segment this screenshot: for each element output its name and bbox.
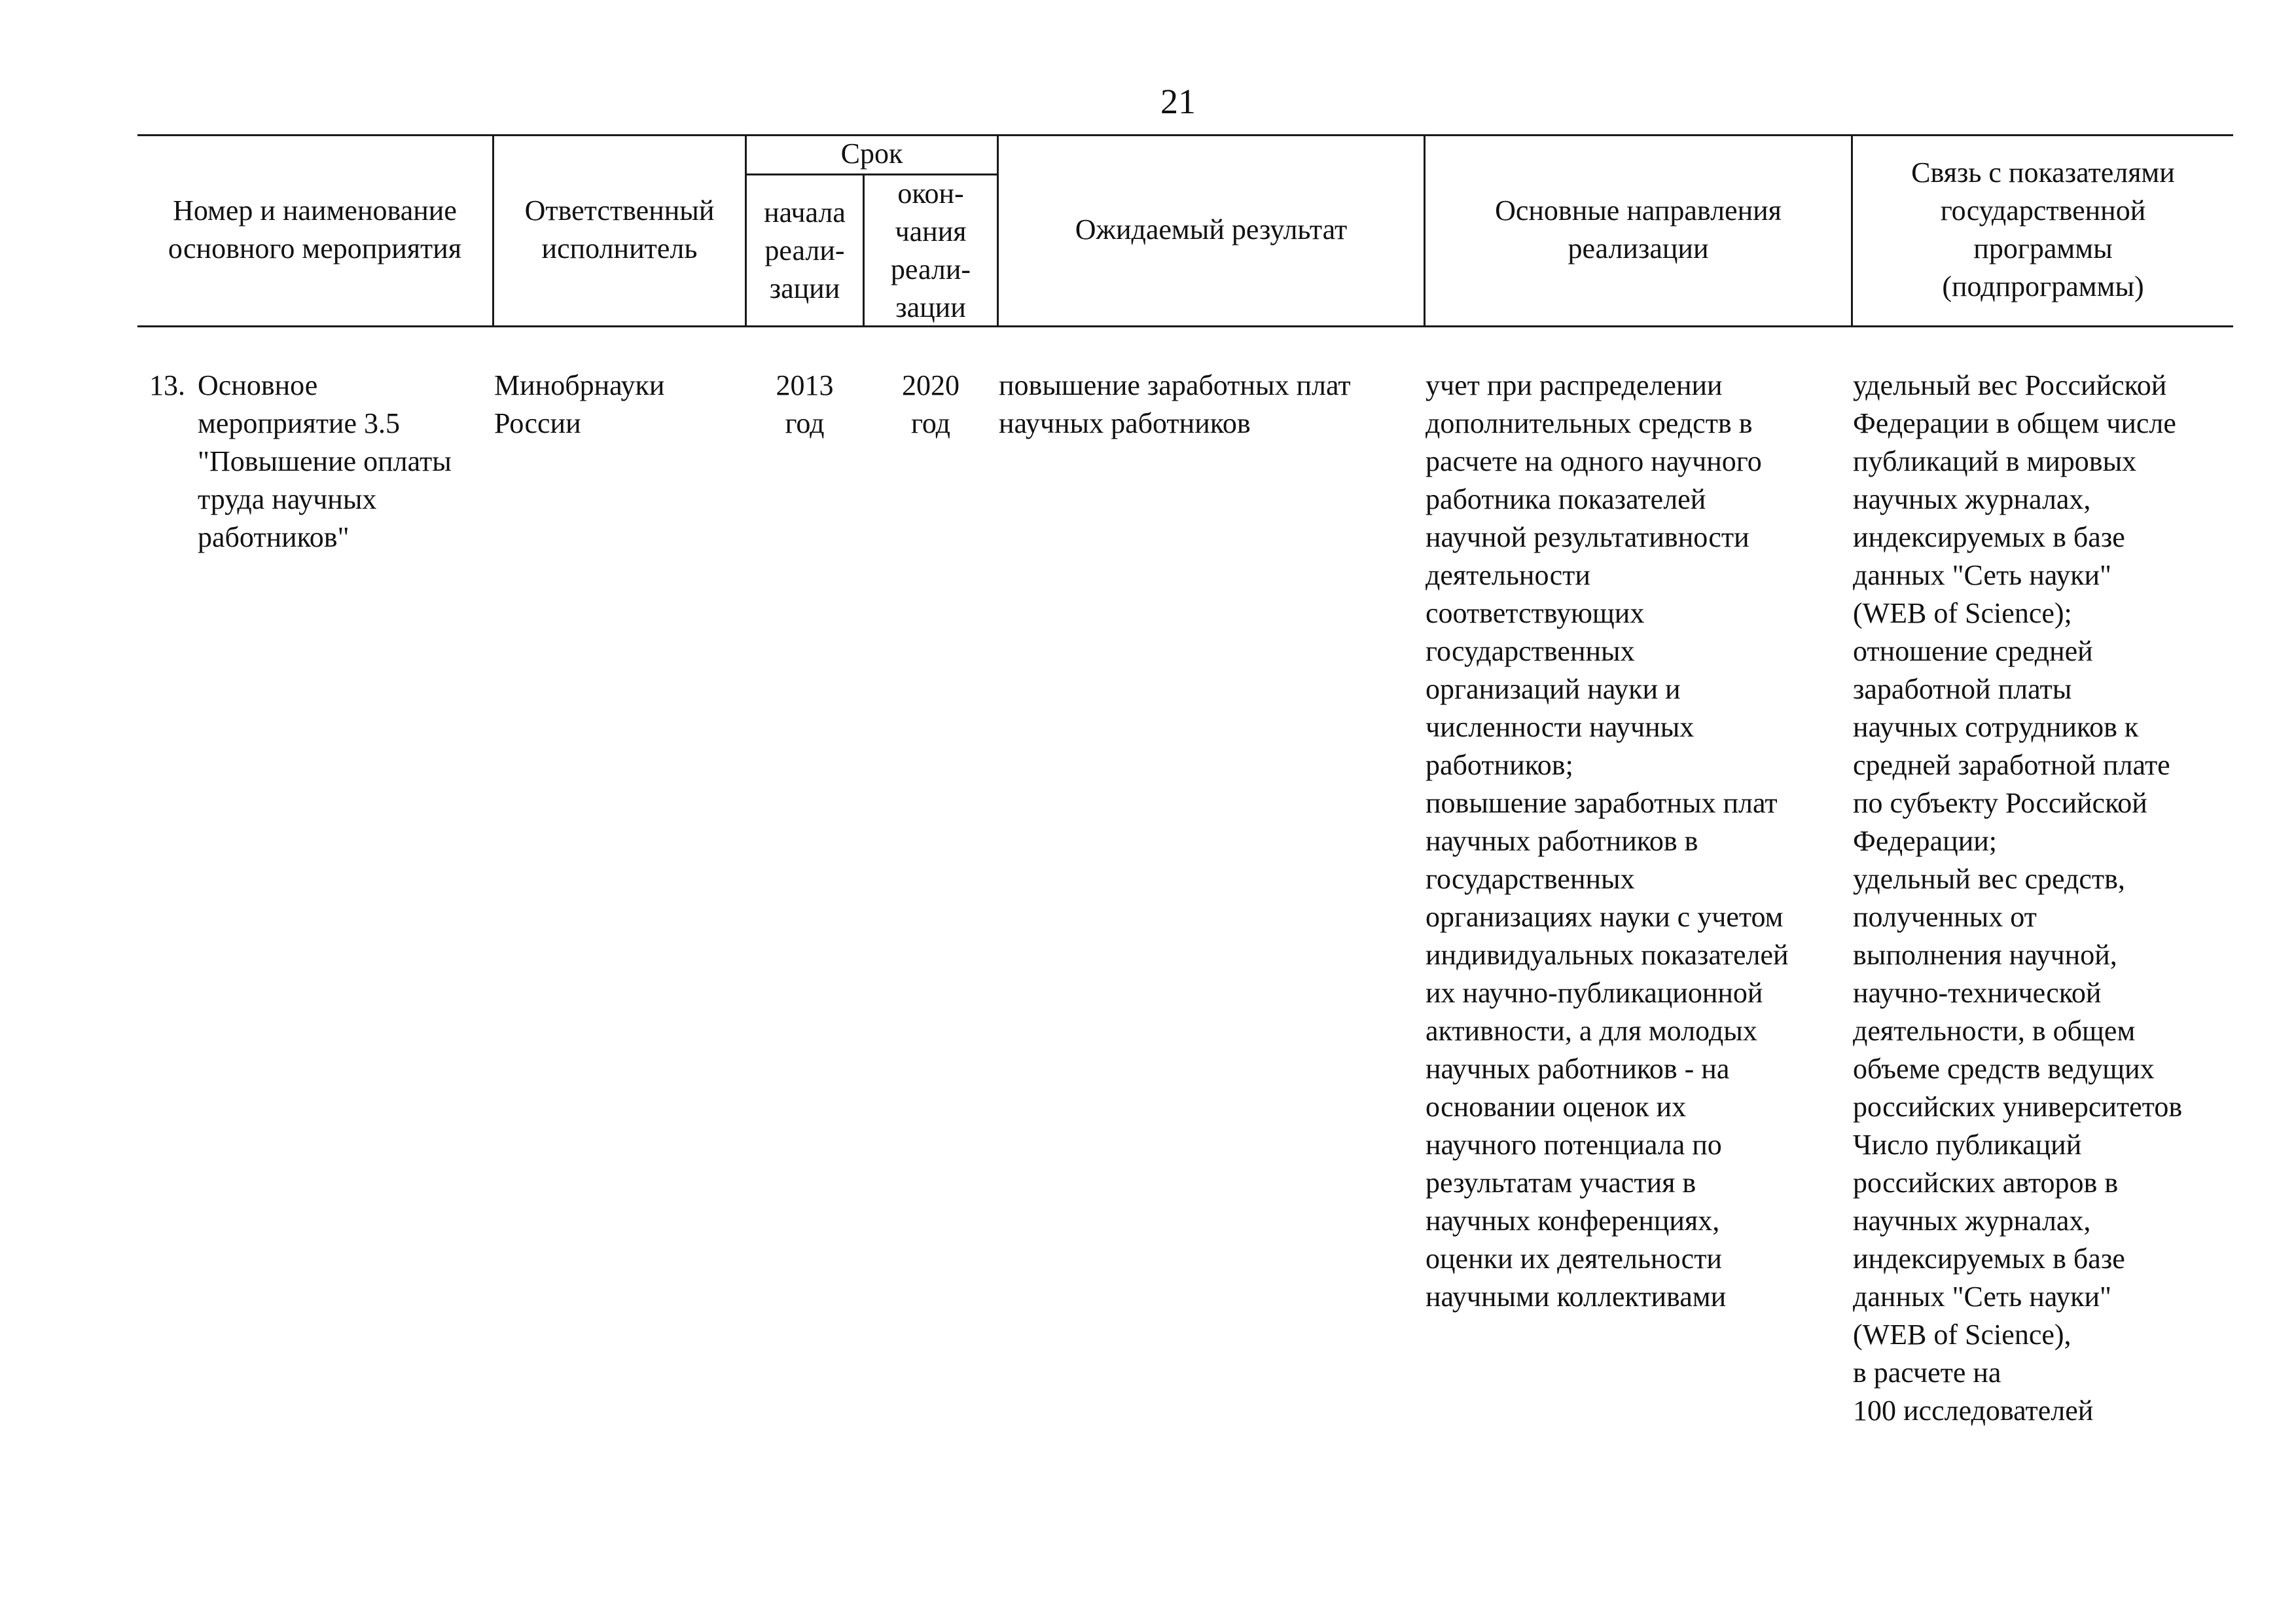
header-main-directions: Основные направления реализации [1495,194,1782,264]
header-link-indicators: Связь с показателями государственной программы (подпрограммы) [1911,156,2175,302]
header-number-name: Номер и наименование основного мероприятия [168,194,462,264]
header-bottom-border [137,325,2233,327]
row-link-indicators: удельный вес Российской Федерации в общем числе публикаций в мировых научных журналах, индексируемых в базе данных "Сеть науки" (WEB of Science); отношение средней заработной платы научных сотрудников к средней заработной плате по субъекту Российской Федерации; удельный вес средств, полученных от выполнения научной, научно-технической деятельности, в общем объеме средств ведущих российских университетов Число публикаций российских авторов в научных журналах, индексируемых в базе данных "Сеть науки" (WEB of Science), в расчете на 100 исследователей [1853,369,2183,1427]
header-term: Срок [840,137,903,170]
header-expected-result: Ожидаемый результат [1075,213,1348,246]
row-main-directions: учет при распределении дополнительных средств в расчете на одного научного работника показателей научной результативности деятельности соответствующих государственных организаций науки и численности научных работников; повышение заработных плат научных работников в государственных организациях науки с учетом индивидуальных показателей их научно-публикационной активности, а для молодых научных работников - на основании оценок их научного потенциала по результатам участия в научных конференциях, оценки их деятельности научными коллективами [1426,369,1789,1313]
page-number: 21 [1160,82,1196,121]
row-number: 13. [149,369,185,401]
row-term-end: 2020 год [902,369,960,439]
header-term-end: окон- чания реали- зации [890,177,971,323]
header-term-start: начала реали- зации [764,196,846,304]
row-term-start: 2013 год [776,369,834,439]
row-name: Основное мероприятие 3.5 "Повышение оплаты труда научных работников" [198,369,452,553]
row-responsible: Минобрнауки России [494,369,665,439]
header-responsible: Ответственный исполнитель [524,194,715,264]
row-expected-result: повышение заработных плат научных работников [999,369,1351,439]
